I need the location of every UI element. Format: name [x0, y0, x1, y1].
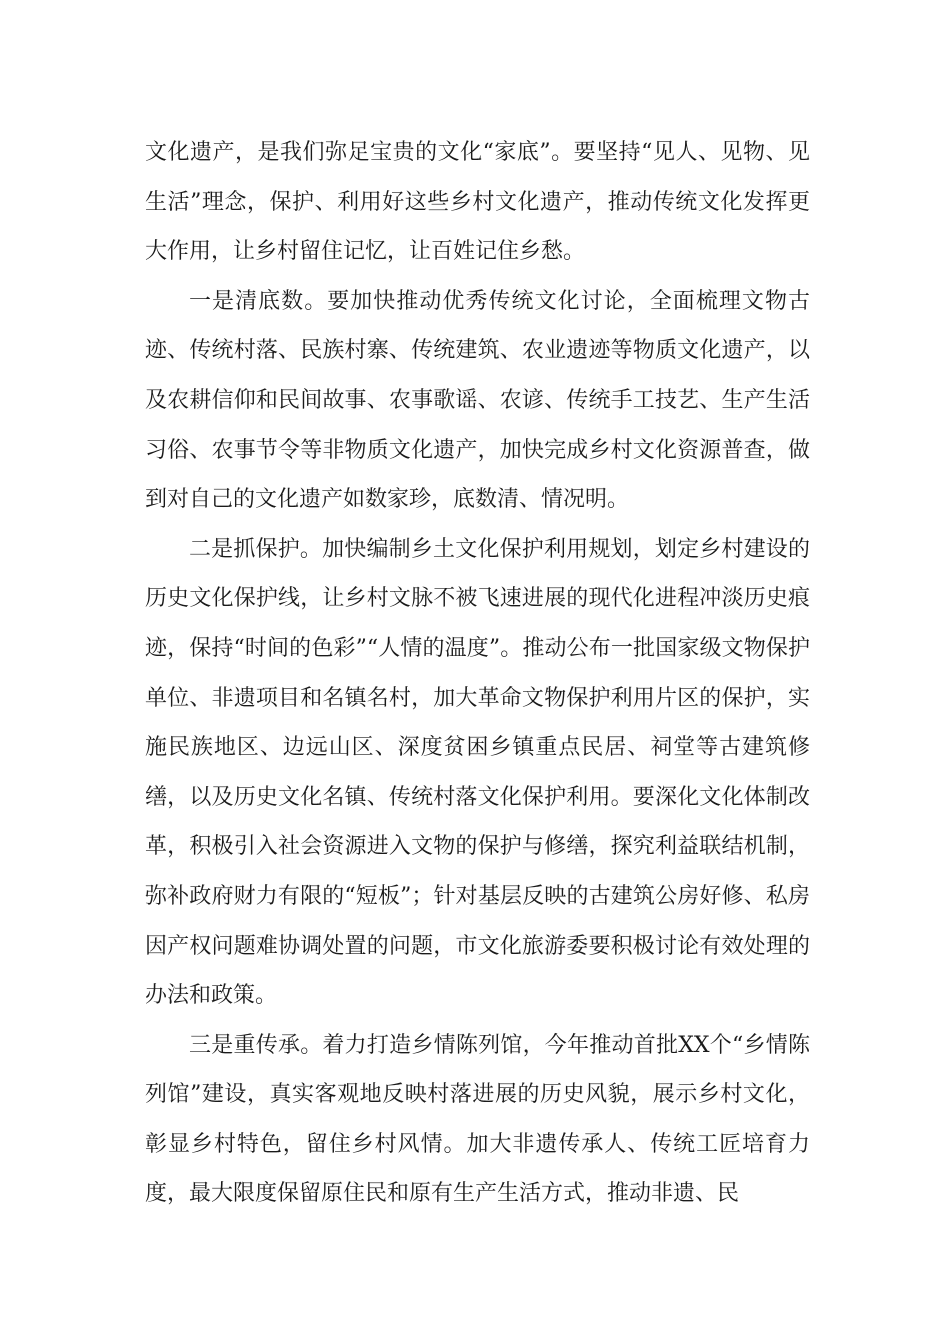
paragraph-protection: 二是抓保护。加快编制乡土文化保护利用规划，划定乡村建设的历史文化保护线，让乡村文脉不被飞速进展的现代化进程冲淡历史痕迹，保持“时间的色彩”“人情的温度”。推动公布一批国家级文物保护单位、非遗项目和名镇名村，加大革命文物保护利用片区的保护，实施民族地区、边远山区、深度贫困乡镇重点民居、祠堂等古建筑修缮，以及历史文化名镇、传统村落文化保护利用。要深化文化体制改革，积极引入社会资源进入文物的保护与修缮，探究利益联结机制，弥补政府财力有限的“短板”；针对基层反映的古建筑公房好修、私房因产权问题难协调处置的问题，市文化旅游委要积极讨论有效处理的办法和政策。 [145, 536, 810, 1009]
paragraph-inheritance: 三是重传承。着力打造乡情陈列馆，今年推动首批XX个“乡情陈列馆”建设，真实客观地反映村落进展的历史风貌，展示乡村文化，彰显乡村特色，留住乡村风情。加大非遗传承人、传统工匠培育力度，最大限度保留原住民和原有生产生活方式，推动非遗、民 [145, 1032, 810, 1207]
paragraph-clear-inventory: 一是清底数。要加快推动优秀传统文化讨论，全面梳理文物古迹、传统村落、民族村寨、传统建筑、农业遗迹等物质文化遗产，以及农耕信仰和民间故事、农事歌谣、农谚、传统手工技艺、生产生活习俗、农事节令等非物质文化遗产，加快完成乡村文化资源普查，做到对自己的文化遗产如数家珍，底数清、情况明。 [145, 288, 810, 513]
body-text [145, 128, 810, 1219]
paragraph-intro: 文化遗产，是我们弥足宝贵的文化“家底”。要坚持“见人、见物、见生活”理念，保护、利用好这些乡村文化遗产，推动传统文化发挥更大作用，让乡村留住记忆，让百姓记住乡愁。 [145, 140, 810, 265]
